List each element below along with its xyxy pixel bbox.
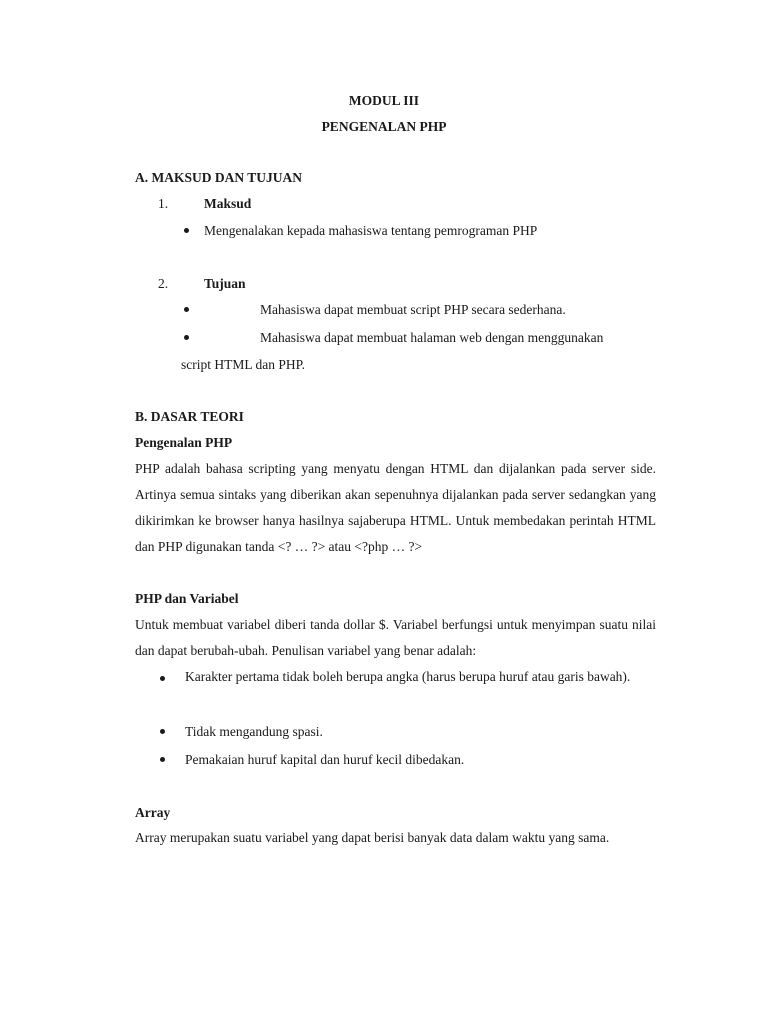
- tujuan-bullet-2-line1: Mahasiswa dapat membuat halaman web dengan menggunakan: [260, 330, 604, 345]
- variabel-bullet-2: Tidak mengandung spasi.: [185, 724, 323, 739]
- tujuan-number: 2.: [158, 276, 169, 291]
- variabel-title: PHP dan Variabel: [135, 591, 239, 606]
- variabel-paragraph: Untuk membuat variabel diberi tanda dollar $. Variabel berfungsi untuk menyimpan suatu nilai dan dapat berubah-ubah. Penulisan variabel yang benar adalah:: [135, 617, 656, 658]
- bullet-icon: [184, 307, 189, 312]
- tujuan-label: Tujuan: [204, 276, 246, 291]
- bullet-icon: [184, 228, 189, 233]
- tujuan-bullet-1: Mahasiswa dapat membuat script PHP secara sederhana.: [260, 302, 566, 317]
- module-label: MODUL III: [348, 93, 420, 108]
- bullet-icon: [160, 729, 165, 734]
- section-a-heading: A. MAKSUD DAN TUJUAN: [135, 170, 303, 185]
- maksud-number: 1.: [158, 196, 169, 211]
- maksud-bullet-1: Mengenalakan kepada mahasiswa tentang pemrograman PHP: [204, 223, 538, 238]
- variabel-bullet-3: Pemakaian huruf kapital dan huruf kecil dibedakan.: [185, 752, 465, 767]
- variabel-bullet-1: Karakter pertama tidak boleh berupa angka (harus berupa huruf atau garis bawah).: [185, 669, 631, 684]
- bullet-icon: [160, 676, 165, 681]
- pengenalan-paragraph: PHP adalah bahasa scripting yang menyatu dengan HTML dan dijalankan pada server side. Artinya semua sintaks yang diberikan akan sepenuhnya dijalankan pada server sedangkan yang dikirimkan ke browser hanya hasilnya sajaberupa HTML. Untuk membedakan perintah HTML dan PHP digunakan tanda <? … ?> atau <?php … ?>: [135, 461, 656, 554]
- bullet-icon: [160, 757, 165, 762]
- page-title: PENGENALAN PHP: [321, 119, 447, 134]
- maksud-label: Maksud: [204, 196, 252, 211]
- array-title: Array: [135, 805, 171, 820]
- array-paragraph: Array merupakan suatu variabel yang dapat berisi banyak data dalam waktu yang sama.: [135, 830, 610, 845]
- tujuan-bullet-2-line2: script HTML dan PHP.: [181, 357, 305, 372]
- pengenalan-title: Pengenalan PHP: [135, 435, 233, 450]
- section-b-heading: B. DASAR TEORI: [135, 409, 244, 424]
- bullet-icon: [184, 335, 189, 340]
